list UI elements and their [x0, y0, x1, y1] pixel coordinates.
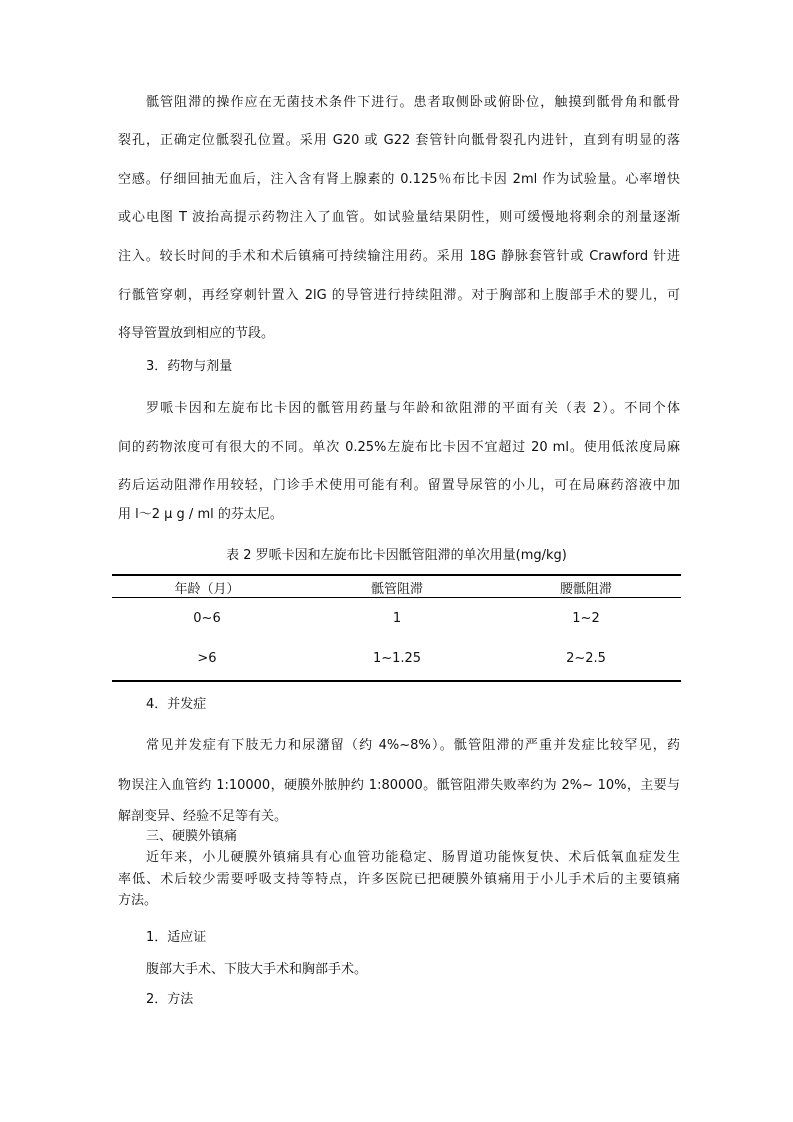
table-caption: 表 2 罗哌卡因和左旋布比卡因骶管阻滞的单次用量(mg/kg)	[226, 548, 567, 563]
section-heading: 三、硬膜外镇痛	[146, 829, 238, 844]
text-line: 罗哌卡因和左旋布比卡因的骶管用药量与年龄和欲阻滞的平面有关（表 2）。不同个体	[146, 401, 680, 416]
table-cell: 1~1.25	[372, 651, 422, 666]
table-cell: >6	[197, 651, 217, 666]
table-cell: 0~6	[193, 611, 221, 626]
section-heading: 3．药物与剂量	[146, 359, 233, 374]
text-line: 用 l～2 μ g / ml 的芬太尼。	[118, 507, 283, 522]
table-header: 年龄（月）	[174, 582, 240, 597]
text-line: 间的药物浓度可有很大的不同。单次 0.25%左旋布比卡因不宜超过 20 ml。使用低浓度局麻	[118, 440, 680, 455]
text-line: 骶管阻滞的操作应在无菌技术条件下进行。患者取侧卧或俯卧位，触摸到骶骨角和骶骨	[146, 95, 680, 110]
table-cell: 1	[392, 611, 402, 626]
text-line: 近年来，小儿硬膜外镇痛具有心血管功能稳定、肠胃道功能恢复快、术后低氧血症发生	[146, 850, 680, 865]
text-line: 常见并发症有下肢无力和尿潴留（约 4%~8%）。骶管阻滞的严重并发症比较罕见，药	[146, 738, 680, 753]
table-cell: 2~2.5	[566, 651, 606, 666]
table-bottom-rule	[112, 680, 681, 682]
text-line: 行骶管穿刺，再经穿刺针置入 2lG 的导管进行持续阻滞。对于胸部和上腹部手术的婴儿，可	[118, 288, 680, 303]
text-line: 解剖变异、经验不足等有关。	[118, 809, 288, 824]
table-header: 骶管阻滞	[370, 582, 423, 597]
table-header-rule	[112, 597, 681, 598]
table-top-rule	[112, 574, 681, 576]
text-line: 方法。	[118, 893, 158, 908]
section-heading: 4．并发症	[146, 697, 207, 712]
text-line: 空感。仔细回抽无血后，注入含有肾上腺素的 0.125％布比卡因 2ml 作为试验量。心率增快	[118, 172, 680, 187]
text-line: 注入。较长时间的手术和术后镇痛可持续输注用药。采用 18G 静脉套管针或 Crawford 针进	[118, 249, 680, 264]
table-cell: 1~2	[572, 611, 600, 626]
table-header: 腰骶阻滞	[559, 582, 612, 597]
text-line: 裂孔，正确定位骶裂孔位置。采用 G20 或 G22 套管针向骶骨裂孔内进针，直到有明显的落	[118, 133, 680, 148]
text-line: 率低、术后较少需要呼吸支持等特点，许多医院已把硬膜外镇痛用于小儿手术后的主要镇痛	[118, 872, 680, 887]
text-line: 腹部大手术、下肢大手术和胸部手术。	[146, 962, 368, 977]
text-line: 药后运动阻滞作用较轻，门诊手术使用可能有利。留置导尿管的小儿，可在局麻药溶液中加	[118, 478, 680, 493]
text-line: 物误注入血管约 1:10000，硬膜外脓肿约 1:80000。骶管阻滞失败率约为 2%~ 10%，主要与	[118, 778, 680, 793]
section-heading: 1．适应证	[146, 930, 207, 945]
text-line: 或心电图 T 波抬高提示药物注入了血管。如试验量结果阴性，则可缓慢地将剩余的剂量逐渐	[118, 210, 680, 225]
text-line: 将导管置放到相应的节段。	[118, 326, 275, 341]
section-heading: 2．方法	[146, 992, 194, 1007]
